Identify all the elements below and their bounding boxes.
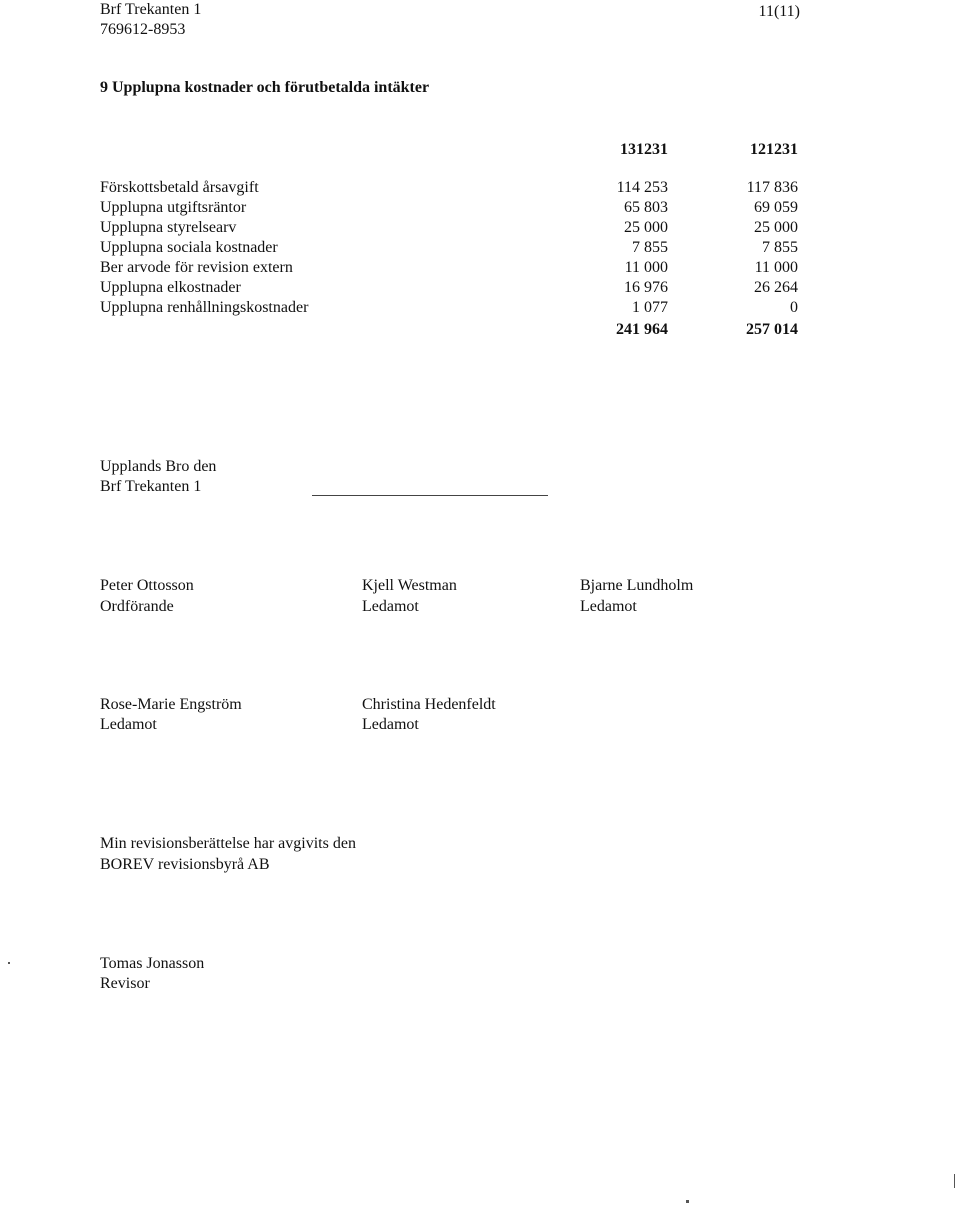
signatory-name: Rose-Marie Engström <box>100 696 242 713</box>
scan-speck <box>8 962 10 964</box>
audit-firm: BOREV revisionsbyrå AB <box>100 856 270 873</box>
signatory-name: Kjell Westman <box>362 577 457 594</box>
row-label: Ber arvode för revision extern <box>100 259 293 276</box>
row-value-previous: 11 000 <box>754 259 798 276</box>
row-value-previous: 26 264 <box>754 279 798 296</box>
place-date-organization: Brf Trekanten 1 <box>100 478 202 495</box>
row-value-previous: 0 <box>790 299 798 316</box>
row-value-current: 7 855 <box>632 239 668 256</box>
page-number: 11(11) <box>758 3 800 20</box>
auditor-role: Revisor <box>100 975 150 992</box>
signatory-role: Ordförande <box>100 598 174 615</box>
row-value-previous: 25 000 <box>754 219 798 236</box>
row-value-current: 1 077 <box>632 299 668 316</box>
column-header-current-year: 131231 <box>620 141 668 158</box>
row-label: Upplupna renhållningskostnader <box>100 299 309 316</box>
row-label: Upplupna styrelsearv <box>100 219 237 236</box>
row-value-current: 16 976 <box>624 279 668 296</box>
row-label: Förskottsbetald årsavgift <box>100 179 259 196</box>
audit-statement: Min revisionsberättelse har avgivits den <box>100 835 356 852</box>
signatory-role: Ledamot <box>362 598 419 615</box>
total-current: 241 964 <box>616 321 668 338</box>
row-value-previous: 117 836 <box>746 179 798 196</box>
place-date-line: Upplands Bro den <box>100 458 217 475</box>
row-label: Upplupna utgiftsräntor <box>100 199 247 216</box>
row-value-current: 25 000 <box>624 219 668 236</box>
column-header-previous-year: 121231 <box>750 141 798 158</box>
scan-speck <box>954 1174 955 1188</box>
total-previous: 257 014 <box>746 321 798 338</box>
signatory-name: Christina Hedenfeldt <box>362 696 496 713</box>
auditor-name: Tomas Jonasson <box>100 955 205 972</box>
organization-number: 769612-8953 <box>100 21 186 38</box>
signatory-role: Ledamot <box>100 716 157 733</box>
signatory-name: Peter Ottosson <box>100 577 194 594</box>
signatory-name: Bjarne Lundholm <box>580 577 694 594</box>
note-title: 9 Upplupna kostnader och förutbetalda intäkter <box>100 79 430 96</box>
signatory-role: Ledamot <box>580 598 637 615</box>
row-value-current: 114 253 <box>616 179 668 196</box>
row-label: Upplupna elkostnader <box>100 279 241 296</box>
row-value-current: 65 803 <box>624 199 668 216</box>
row-label: Upplupna sociala kostnader <box>100 239 278 256</box>
row-value-previous: 7 855 <box>762 239 798 256</box>
organization-name: Brf Trekanten 1 <box>100 1 202 18</box>
row-value-previous: 69 059 <box>754 199 798 216</box>
scan-speck <box>686 1200 689 1203</box>
signatory-role: Ledamot <box>362 716 419 733</box>
row-value-current: 11 000 <box>624 259 668 276</box>
date-signature-line <box>312 495 548 496</box>
